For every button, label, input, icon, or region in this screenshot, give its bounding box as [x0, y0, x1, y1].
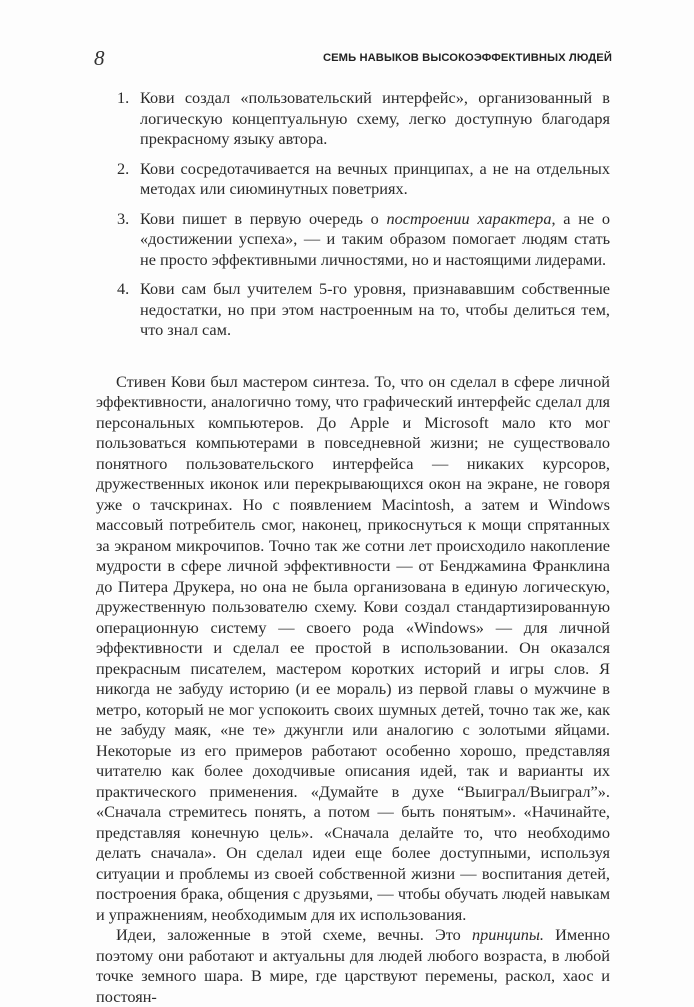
page-number: 8 — [94, 46, 105, 70]
paragraph-text-before: Идеи, заложенные в этой схеме, вечны. Это — [116, 925, 472, 944]
list-item-text-after: , а не о «достижении успеха», — и таким образом помогает людям стать не просто эффективными личностями, но и настоящими лидерами. — [140, 208, 610, 269]
list-item — [117, 158, 610, 200]
list-item-text: Кови создал «пользовательский интерфейс», организованный в логическую концептуальную схему, легко доступную благодаря прекрасному языку автора. — [140, 88, 610, 148]
list-item-number: 4. — [117, 279, 130, 298]
list-item-text-before: Кови пишет в первую очередь о — [140, 208, 387, 228]
list-item-text: Кови сосредотачивается на вечных принципах, а не на отдельных методах или сиюминутных поветриях. — [140, 158, 610, 198]
list-item — [117, 88, 610, 150]
list-item — [117, 208, 610, 271]
page-content — [96, 88, 610, 1007]
body-paragraph — [96, 925, 610, 1007]
emphasis-text: принципы. — [471, 925, 544, 944]
key-points-list — [96, 88, 610, 341]
list-item-text: Кови сам был учителем 5-го уровня, признававшим собственные недостатки, но при этом настроенным на то, чтобы делиться тем, что знал сам. — [140, 279, 610, 339]
emphasis-text: построении характера — [386, 208, 552, 228]
paragraph-text-after: Именно поэтому они работают и актуальны для людей любого возраста, в любой точке земного шара. В мире, где царствуют перемены, раскол, хаос и постоян- — [96, 925, 611, 1006]
section-gap — [96, 350, 610, 372]
body-paragraph: Стивен Кови был мастером синтеза. То, что он сделал в сфере личной эффективности, аналогично тому, что графический интерфейс сделал для персональных компьютеров. До Apple и Microsoft мало кто мог пользоваться компьютерами в повседневной жизни; не существовало понятного пользовательского интерфейса — никаких курсоров, дружественных иконок или перекрывающихся окон на экране, не говоря уже о тачскринах. Но с появлением Macintosh, а затем и Windows массовый потребитель смог, наконец, прикоснуться к мощи спрятанных за экраном микрочипов. Точно так же сотни лет происходило накопление мудрости в сфере личной эффективности — от Бенджамина Франклина до Питера Друкера, но она не была организована в единую логическую, дружественную пользователю схему. Кови создал стандартизированную операционную систему — своего рода «Windows» — для личной эффективности и сделал ее простой в использовании. Он оказался прекрасным писателем, мастером коротких историй и игры слов. Я никогда не забуду историю (и ее мораль) из первой главы о мужчине в метро, который не мог успокоить своих шумных детей, точно так же, как не забуду маяк, «не те» джунгли или аналогию с золотыми яйцами. Некоторые из его примеров работают особенно хорошо, представляя читателю как более доходчивые описания идей, так и варианты их практического применения. «Думайте в духе “Выиграл/Выиграл”». «Сначала стремитесь понять, а потом — быть понятым». «Начинайте, представляя конечную цель». «Сначала делайте то, что необходимо делать сначала». Он сделал идеи еще более доступными, используя ситуации и проблемы из своей собственной жизни — воспитания детей, построения брака, общения с друзьями, — чтобы обучать людей навыкам и упражнениям, необходимым для их использования. — [96, 371, 610, 924]
list-item-number: 1. — [117, 88, 130, 107]
list-item-number: 3. — [117, 208, 130, 228]
page-header — [94, 48, 612, 70]
running-title: СЕМЬ НАВЫКОВ ВЫСОКОЭФФЕКТИВНЫХ ЛЮДЕЙ — [322, 52, 612, 64]
list-item — [117, 279, 610, 341]
list-item-number: 2. — [117, 158, 130, 178]
